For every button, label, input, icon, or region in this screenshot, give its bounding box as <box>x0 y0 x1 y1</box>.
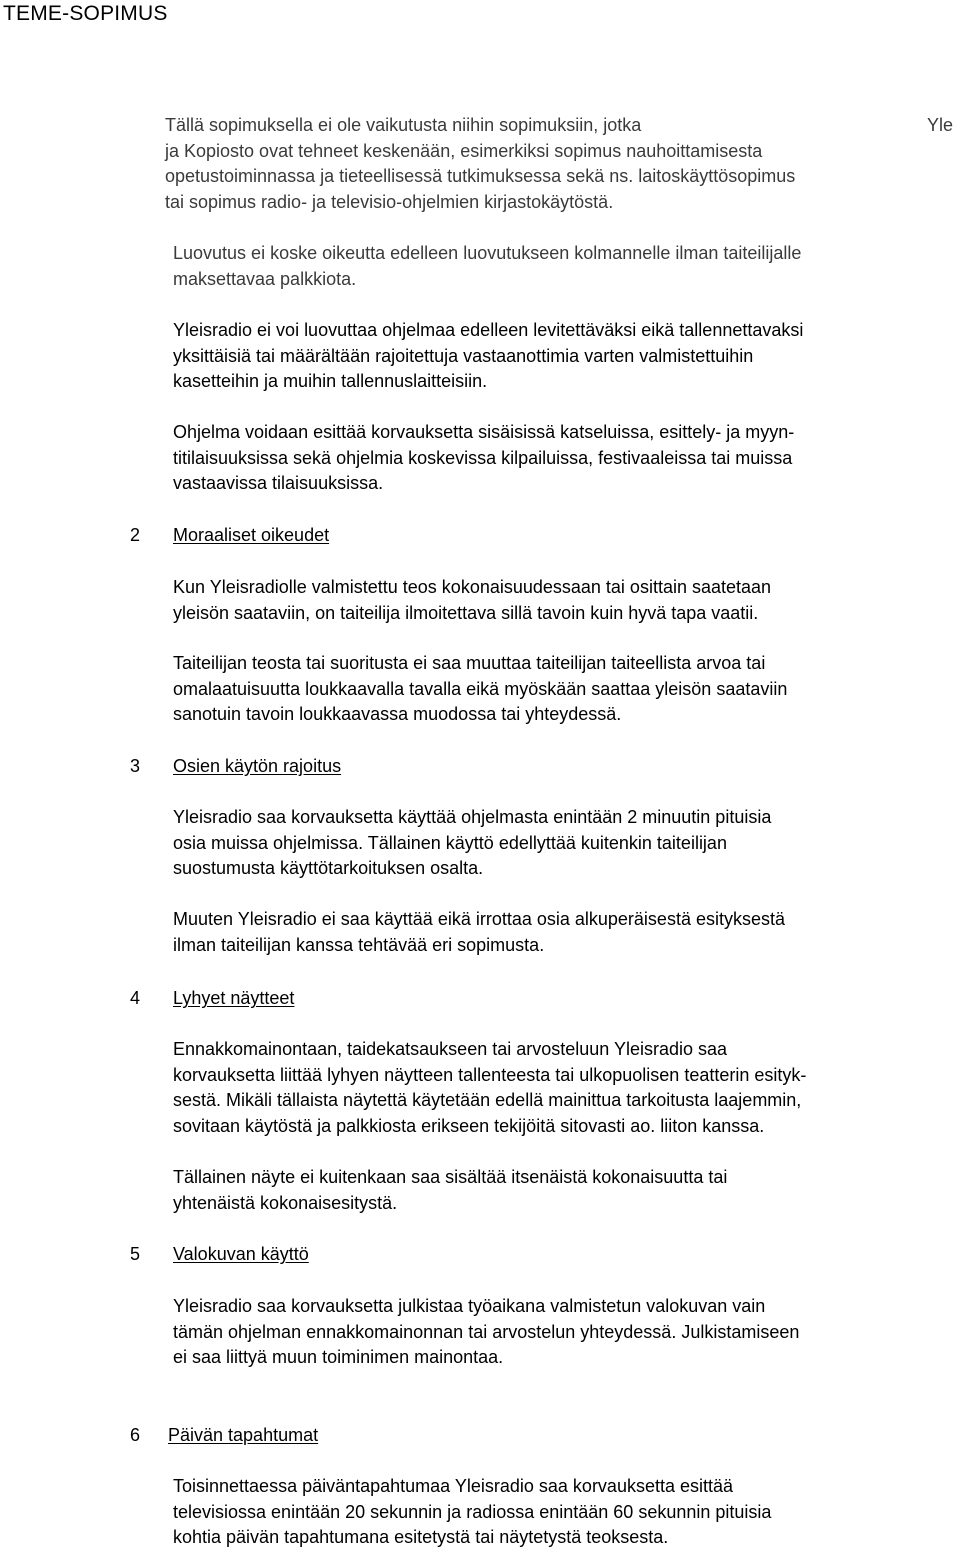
intro-paragraph-4 <box>173 420 794 497</box>
section-heading-paivan-tapahtumat: Päivän tapahtumat <box>168 1425 319 1445</box>
intro-paragraph-2 <box>173 241 801 292</box>
document-title: TEME-SOPIMUS <box>3 2 168 25</box>
section-heading-valokuvan-kaytto: Valokuvan käyttö <box>173 1244 309 1264</box>
section-2-paragraph-2 <box>173 651 787 728</box>
paragraph-line: korvauksetta liittää lyhyen näytteen tallenteesta tai ulkopuolisen teatterin esityk- <box>173 1064 807 1085</box>
paragraph-line: omalaatuisuutta loukkaavalla tavalla eikä myöskään saattaa yleisön saataviin <box>173 678 788 699</box>
section-number: 6 <box>130 1425 141 1445</box>
intro-paragraph-3 <box>173 318 803 395</box>
paragraph-line: osia muissa ohjelmissa. Tällainen käyttö edellyttää kuitenkin taiteilijan <box>173 832 727 853</box>
section-heading-osien-kayton-rajoitus: Osien käytön rajoitus <box>173 756 342 776</box>
paragraph-line: Muuten Yleisradio ei saa käyttää eikä irrottaa osia alkuperäisestä esityksestä <box>173 909 785 929</box>
paragraph-line: sovitaan käytöstä ja palkkiosta erikseen tekijöitä sitovasti ao. liiton kanssa. <box>173 1115 765 1136</box>
paragraph-line: Ohjelma voidaan esittää korvauksetta sisäisissä katseluissa, esittely- ja myyn- <box>173 422 795 442</box>
paragraph-line: Yleisradio saa korvauksetta käyttää ohjelmasta enintään 2 minuutin pituisia <box>173 807 772 827</box>
section-number: 4 <box>130 988 141 1008</box>
paragraph-line: Toisinnettaessa päiväntapahtumaa Yleisradio saa korvauksetta esittää <box>173 1476 734 1496</box>
paragraph-line: ei saa liittyä muun toiminimen mainontaa. <box>173 1347 504 1367</box>
paragraph-line: Yleisradio ei voi luovuttaa ohjelmaa edelleen levitettäväksi eikä tallennettavaksi <box>173 320 804 340</box>
paragraph-line: Tällä sopimuksella ei ole vaikutusta niihin sopimuksiin, jotka <box>165 115 642 135</box>
paragraph-line: yleisön saataviin, on taiteilija ilmoitettava sillä tavoin kuin hyvä tapa vaatii. <box>173 602 759 623</box>
paragraph-line: tämän ohjelman ennakkomainonnan tai arvostelun yhteydessä. Julkistamiseen <box>173 1321 800 1342</box>
paragraph-line: kasetteihin ja muihin tallennuslaitteisiin. <box>173 371 488 391</box>
paragraph-line: yhtenäistä kokonaisesitystä. <box>173 1192 398 1213</box>
section-5-paragraph-1 <box>173 1294 799 1371</box>
section-heading-moraaliset-oikeudet: Moraaliset oikeudet <box>173 525 330 545</box>
paragraph-line: televisiossa enintään 20 sekunnin ja radiossa enintään 60 sekunnin pituisia <box>173 1501 772 1522</box>
section-number: 2 <box>130 525 141 545</box>
section-3-paragraph-2 <box>173 907 785 958</box>
paragraph-line: Luovutus ei koske oikeutta edelleen luovutukseen kolmannelle ilman taiteilijalle <box>173 243 802 263</box>
section-number: 3 <box>130 756 141 776</box>
paragraph-line: Taiteilijan teosta tai suoritusta ei saa muuttaa taiteilijan taiteellista arvoa tai <box>173 653 766 673</box>
section-heading-lyhyet-naytteet: Lyhyet näytteet <box>173 988 295 1008</box>
paragraph-line: opetustoiminnassa ja tieteellisessä tutkimuksessa sekä ns. laitoskäyttösopimus <box>165 166 796 186</box>
paragraph-line: Ennakkomainontaan, taidekatsaukseen tai arvosteluun Yleisradio saa <box>173 1039 728 1059</box>
intro-paragraph-1 <box>165 113 795 215</box>
paragraph-line: Kun Yleisradiolle valmistettu teos kokonaisuudessaan tai osittain saatetaan <box>173 577 772 597</box>
paragraph-line: titilaisuuksissa sekä ohjelmia koskevissa kilpailuissa, festivaaleissa tai muissa <box>173 447 793 468</box>
section-4-paragraph-2 <box>173 1165 727 1216</box>
section-3-paragraph-1 <box>173 805 771 882</box>
paragraph-line: vastaavissa tilaisuuksissa. <box>173 473 384 493</box>
section-number: 5 <box>130 1244 141 1264</box>
section-2-paragraph-1 <box>173 575 771 626</box>
paragraph-line: sestä. Mikäli tällaista näytettä käytetään edellä mainittua tarkoitusta laajemmin, <box>173 1090 802 1110</box>
section-6-paragraph-1 <box>173 1474 771 1551</box>
paragraph-line: maksettavaa palkkiota. <box>173 268 357 289</box>
paragraph-line: Tällainen näyte ei kuitenkaan saa sisältää itsenäistä kokonaisuutta tai <box>173 1167 728 1187</box>
paragraph-line: suostumusta käyttötarkoituksen osalta. <box>173 858 484 878</box>
paragraph-line: ja Kopiosto ovat tehneet keskenään, esimerkiksi sopimus nauhoittamisesta <box>165 140 763 161</box>
paragraph-line: yksittäisiä tai määrältään rajoitettuja vastaanottimia varten valmistettuihin <box>173 345 754 366</box>
paragraph-line: kohtia päivän tapahtumana esitetystä tai näytetystä teoksesta. <box>173 1527 669 1547</box>
paragraph-line: tai sopimus radio- ja televisio-ohjelmien kirjastokäytöstä. <box>165 191 614 212</box>
paragraph-line: ilman taiteilijan kanssa tehtävää eri sopimusta. <box>173 934 545 955</box>
justified-word-yle: Yle <box>927 115 954 135</box>
paragraph-line: sanotuin tavoin loukkaavassa muodossa tai yhteydessä. <box>173 704 622 724</box>
paragraph-line: Yleisradio saa korvauksetta julkistaa työaikana valmistetun valokuvan vain <box>173 1296 766 1316</box>
section-4-paragraph-1 <box>173 1037 806 1139</box>
